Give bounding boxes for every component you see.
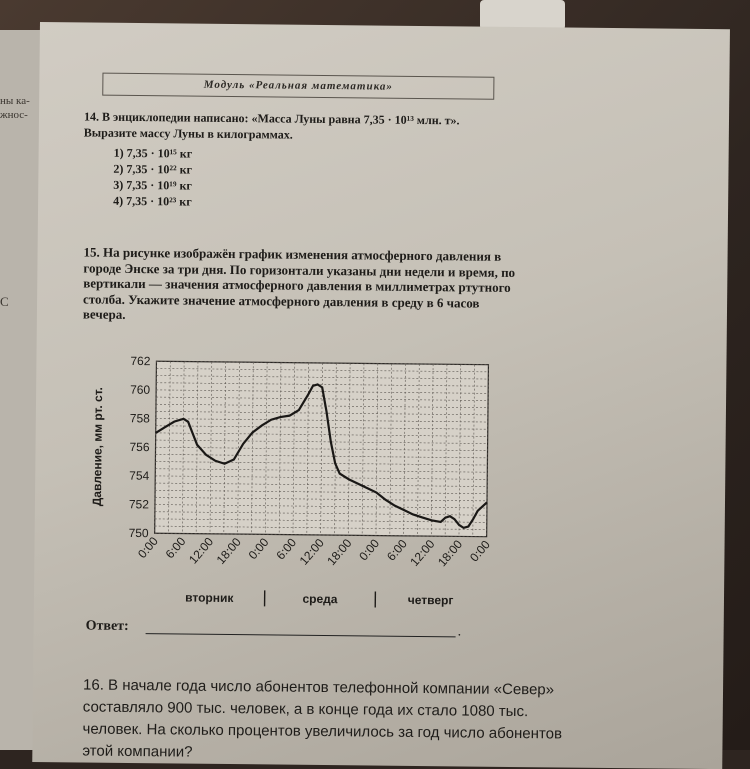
- answer-input-line[interactable]: [146, 633, 456, 637]
- y-tick-label: 762: [130, 354, 150, 368]
- day-label: четверг: [408, 593, 454, 607]
- day-label: среда: [302, 592, 337, 606]
- answer-end-dot: .: [458, 624, 462, 640]
- question-15-text: 15. На рисунке изображён график изменения атмосферного давления в городе Энске за три дня. По горизонтали указаны дни недели и время, по вертикали — значения атмосферного давления в миллиметрах ртутного столба. Укажите значение атмосферного давления в среду в 6 часов вечера.: [83, 244, 524, 326]
- x-tick-label: 18:00: [214, 535, 244, 567]
- y-tick-label: 754: [129, 469, 149, 483]
- left-page-letter: С: [0, 294, 9, 310]
- x-tick-label: 0:00: [467, 537, 493, 564]
- question-16-text: 16. В начале года число абонентов телефонной компании «Север» составляло 900 тыс. человек, а в конце года их стало 1080 тыс. человек. На сколько процентов увеличилось за год число абонентов этой компании?: [82, 674, 563, 767]
- object-on-desk: [480, 0, 565, 30]
- x-tick-label: 12:00: [186, 534, 216, 566]
- y-tick-label: 758: [130, 411, 150, 425]
- question-14-text: 14. В энциклопедии написано: «Масса Луны равна 7,35 · 10¹³ млн. т». Выразите массу Луны в килограммах.: [84, 108, 504, 144]
- y-tick-label: 756: [129, 440, 149, 454]
- x-tick-label: 0:00: [246, 535, 272, 562]
- left-page-line: жнос-: [0, 108, 40, 122]
- option-2: 2) 7,35 · 10²² кг: [113, 161, 192, 178]
- x-tick-label: 6:00: [163, 534, 189, 561]
- y-tick-label: 752: [129, 497, 149, 511]
- left-page-line: ны ка-: [0, 94, 40, 108]
- x-tick-label: 18:00: [435, 537, 465, 569]
- option-1: 1) 7,35 · 10¹⁵ кг: [114, 145, 193, 162]
- module-title: Модуль «Реальная математика»: [102, 73, 494, 100]
- textbook-page: [32, 22, 730, 769]
- x-tick-label: 6:00: [384, 536, 410, 563]
- x-tick-label: 6:00: [273, 535, 299, 562]
- y-axis-label: Давление, мм рт. ст.: [90, 387, 105, 506]
- left-page-text: [0, 94, 40, 122]
- x-tick-label: 12:00: [297, 536, 327, 568]
- option-4: 4) 7,35 · 10²³ кг: [113, 193, 192, 210]
- day-label: вторник: [185, 591, 234, 606]
- y-tick-label: 750: [129, 526, 149, 540]
- option-3: 3) 7,35 · 10¹⁹ кг: [113, 177, 192, 194]
- answer-label: Ответ:: [86, 619, 129, 635]
- y-tick-label: 760: [130, 383, 150, 397]
- x-tick-label: 0:00: [356, 536, 382, 563]
- x-tick-label: 0:00: [135, 534, 161, 561]
- x-tick-label: 12:00: [407, 537, 437, 569]
- pressure-chart: [34, 22, 730, 629]
- x-tick-label: 18:00: [324, 536, 354, 568]
